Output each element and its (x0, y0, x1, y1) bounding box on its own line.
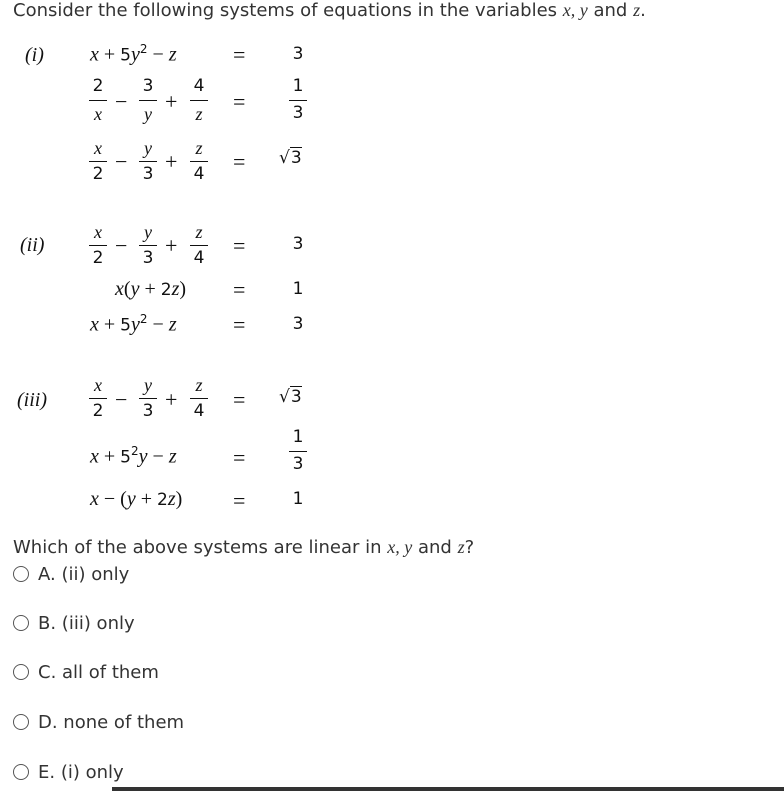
sys2-eq1-rhs: 3 (292, 234, 304, 254)
sys3-eq2-rhs-den: 3 (292, 454, 304, 474)
prompt-end: ? (464, 537, 475, 558)
prompt-and: and (412, 537, 458, 558)
radio-button-e[interactable] (13, 764, 29, 780)
sys2-eq1-frac2: y 3 (137, 223, 159, 270)
option-d-label: D. none of them (38, 711, 185, 733)
sys1-eq2-minus: − (115, 89, 128, 114)
bottom-divider (112, 787, 784, 791)
sys3-eq1-minus: − (115, 387, 128, 412)
sys1-eq1-lhs: $x + 5y^2 - z$ (90, 42, 177, 66)
prompt-prefix: Which of the above systems are linear in (13, 537, 388, 558)
sys3-eq1-frac3: z 4 (188, 376, 210, 423)
radio-button-b[interactable] (13, 615, 29, 631)
radio-button-d[interactable] (13, 714, 29, 730)
sys1-eq3-frac3: z 4 (188, 139, 210, 186)
sys1-eq2-rhs (287, 78, 309, 125)
intro-prefix: Consider the following systems of equations in the variables (13, 0, 563, 21)
sys3-eq1-frac1: x 2 (87, 376, 109, 423)
sys1-eq3-equals: = (233, 149, 246, 174)
system-label-i: (i) (25, 44, 44, 66)
sys2-eq1-frac3: z 4 (188, 223, 210, 270)
sys3-eq1-plus: + (165, 387, 178, 412)
option-c-label: C. all of them (38, 661, 159, 683)
sys3-eq2-rhs (287, 429, 309, 476)
option-c[interactable] (13, 661, 159, 683)
sys3-eq1-frac2: y 3 (137, 376, 159, 423)
sys1-eq1-equals: = (233, 42, 246, 67)
option-a-label: A. (ii) only (38, 563, 130, 585)
sys1-eq2-frac2: 3 y (137, 78, 159, 125)
system-label-iii: (iii) (17, 389, 47, 411)
sys3-eq2-lhs: $x + 5^2y - z$ (90, 444, 177, 468)
sys1-eq3-rhs: √3 (279, 148, 302, 168)
option-a[interactable] (13, 563, 129, 585)
sys3-eq2-equals: = (233, 445, 246, 470)
sys1-eq2-frac1: 2 x (87, 78, 109, 125)
sys2-eq3-equals: = (233, 312, 246, 337)
option-e[interactable] (13, 761, 124, 783)
sys1-eq2-frac3: 4 z (188, 78, 210, 125)
sys1-eq3-frac1: x 2 (87, 139, 109, 186)
system-label-ii: (ii) (20, 234, 45, 256)
sys1-eq2-rhs-den: 3 (292, 103, 304, 123)
sys3-eq3-equals: = (233, 488, 246, 513)
sys2-eq2-lhs: x(y + 2z) (115, 278, 187, 300)
sys1-eq3-frac2: y 3 (137, 139, 159, 186)
sys3-eq1-equals: = (233, 387, 246, 412)
sys2-eq1-frac1: x 2 (87, 223, 109, 270)
sys1-eq3-minus: − (115, 149, 128, 174)
sys1-eq2-equals: = (233, 89, 246, 114)
intro-and: and (587, 0, 634, 21)
intro-vars: x, y (562, 0, 588, 20)
question-prompt (13, 537, 474, 558)
sys1-eq2-plus: + (165, 89, 178, 114)
question-intro (13, 0, 646, 21)
sys3-eq3-lhs: x − (y + 2z) (90, 488, 183, 510)
sys2-eq3-lhs: $x + 5y^2 - z$ (90, 312, 177, 336)
sys3-eq2-rhs-num: 1 (292, 427, 304, 447)
option-b-label: B. (iii) only (38, 612, 135, 634)
prompt-vars: x, y (387, 537, 413, 557)
option-d[interactable] (13, 711, 184, 733)
sys2-eq1-plus: + (165, 233, 178, 258)
prompt-z: z (457, 537, 465, 557)
sys2-eq1-equals: = (233, 233, 246, 258)
sys3-eq3-rhs: 1 (292, 489, 304, 509)
sys2-eq1-minus: − (115, 233, 128, 258)
sys1-eq1-rhs: 3 (292, 44, 304, 64)
radio-button-c[interactable] (13, 664, 29, 680)
radio-button-a[interactable] (13, 566, 29, 582)
sys2-eq3-rhs: 3 (292, 314, 304, 334)
sys3-eq1-rhs: √3 (279, 387, 302, 407)
intro-z: z (633, 0, 641, 20)
option-e-label: E. (i) only (38, 761, 124, 783)
intro-end: . (640, 0, 646, 21)
sys2-eq2-equals: = (233, 277, 246, 302)
sys1-eq3-plus: + (165, 149, 178, 174)
option-b[interactable] (13, 612, 135, 634)
sys1-eq2-rhs-num: 1 (292, 76, 304, 96)
sys2-eq2-rhs: 1 (292, 279, 304, 299)
